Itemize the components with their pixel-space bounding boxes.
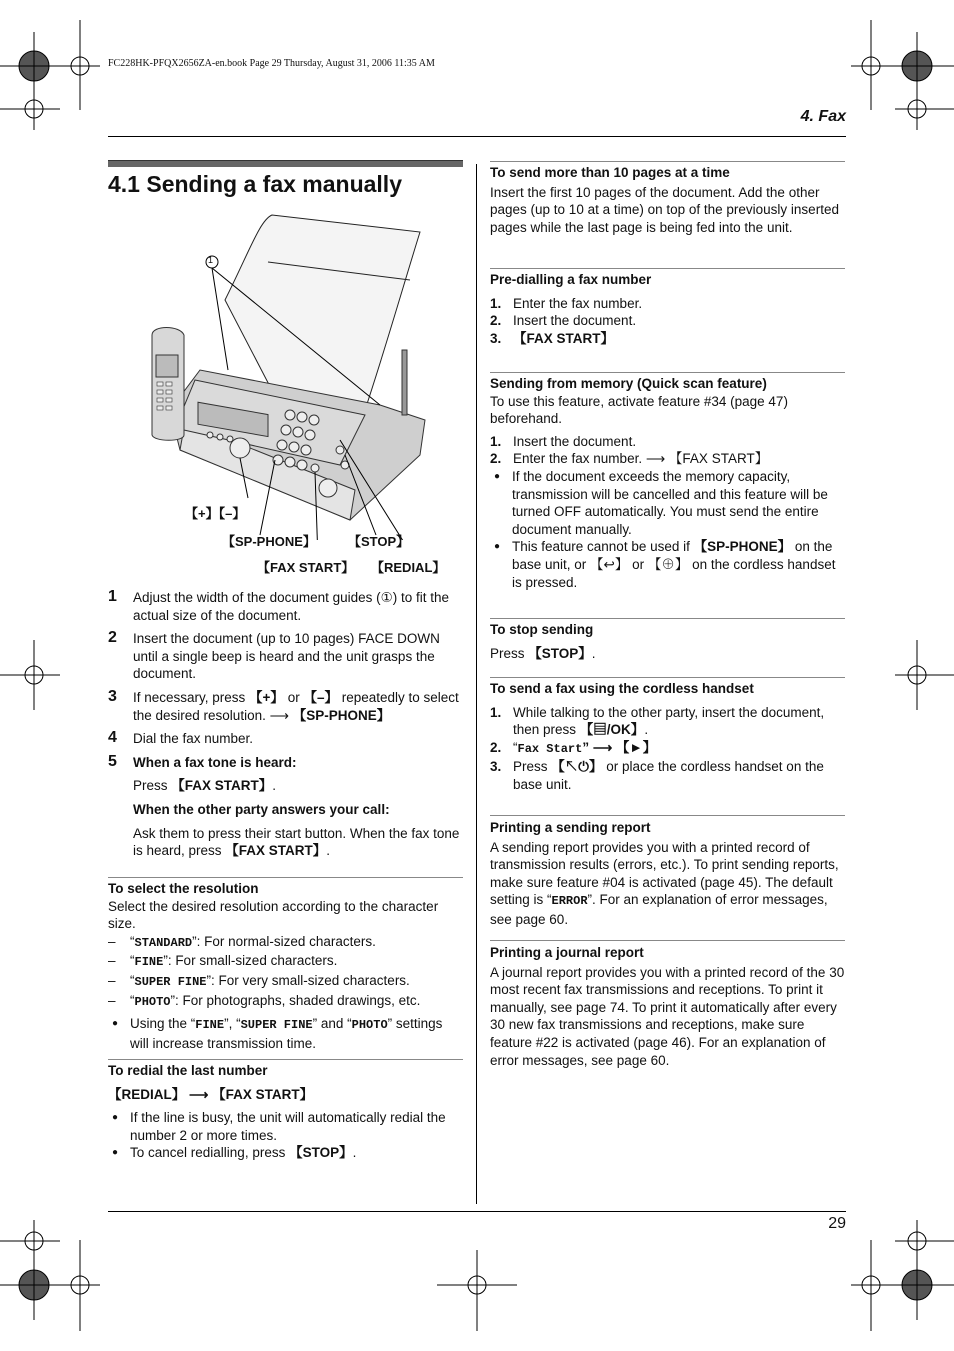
page-title: 4.1 Sending a fax manually [108, 171, 402, 197]
redial-keys: 【REDIAL】 ⟶ 【FAX START】 [108, 1086, 314, 1102]
plus-minus-label: 【+】【–】 [185, 506, 246, 521]
column-divider [476, 164, 477, 1204]
bullet-icon: ● [494, 470, 501, 482]
off-key: 【↖⏻】 [551, 759, 603, 775]
bullet-text: This feature cannot be used if [512, 539, 694, 555]
stop-key: 【STOP】 [528, 645, 592, 661]
resolution-intro: Select the desired resolution according to the character size. [108, 898, 439, 932]
item-number: 2. [490, 451, 502, 467]
display-code: PHOTO [351, 1018, 388, 1033]
text: ”. For an explanation of error messages, see page 60. [490, 892, 828, 927]
list-item [490, 704, 846, 739]
display-code: PHOTO [134, 994, 171, 1009]
item-text: While talking to the other party, insert the document, then press [513, 704, 825, 738]
divider [490, 677, 845, 678]
step-subheading: When the other party answers your call: [133, 801, 390, 817]
resolution-item [108, 952, 464, 972]
step-text: or [283, 689, 304, 705]
header-rule [108, 136, 846, 137]
more-pages-section [490, 164, 846, 236]
page-number: 29 [828, 1215, 846, 1232]
memory-intro: To use this feature, activate feature #34 (page 47) beforehand. [490, 393, 788, 427]
step-text: If necessary, press [133, 689, 250, 705]
quote: “ [513, 739, 518, 755]
display-code: SUPER FINE [134, 974, 207, 989]
redial-heading: To redial the last number [108, 1063, 268, 1078]
divider [108, 1059, 463, 1060]
punct: . [352, 1145, 357, 1161]
display-code: FINE [195, 1018, 225, 1033]
fax-start-key: 【FAX START】 [225, 843, 327, 859]
quote: “ [130, 953, 135, 969]
display-code: SUPER FINE [240, 1018, 313, 1033]
item-text: or place the cordless handset on the base unit. [513, 759, 824, 792]
memory-bullet [490, 538, 846, 591]
step-number: 1 [108, 588, 117, 605]
quote: ” [163, 953, 168, 969]
stop-key: 【STOP】 [289, 1145, 353, 1161]
list-item [490, 295, 846, 313]
step-number: 4 [108, 729, 117, 747]
divider [490, 618, 845, 619]
step-text: Insert the document (up to 10 pages) FACE DOWN until a single beep is heard and the unit grasps the document. [133, 631, 440, 682]
step-1 [108, 589, 464, 624]
more-pages-text: Insert the first 10 pages of the document. Add the other pages (up to 10 at a time) on top of the previously inserted pages while the last page is being fed into the unit. [490, 184, 839, 235]
note-text: ” and “ [312, 1016, 352, 1032]
list-item [490, 312, 846, 330]
item-text: Enter the fax number. ⟶ 【FAX START】 [513, 451, 769, 467]
sp-phone-label: 【SP-PHONE】 [222, 534, 316, 549]
item-text: Insert the document. [513, 433, 637, 449]
bullet-text: To cancel redialling, press [130, 1145, 290, 1161]
menu-ok-key: 【▤/OK】 [579, 722, 645, 738]
punct: . [272, 778, 277, 794]
journal-section [490, 944, 846, 1069]
quote: ” [192, 933, 197, 949]
arrow-icon: ⟶ [269, 707, 289, 723]
stop-section [490, 621, 846, 662]
step-number: 2 [108, 629, 117, 647]
stop-text [490, 645, 846, 663]
display-code: STANDARD [134, 935, 193, 950]
fax-start-label: 【FAX START】 [257, 560, 355, 575]
sending-report-text [490, 839, 846, 929]
punct: . [591, 645, 596, 661]
item-number: 1. [490, 433, 502, 449]
callout-1-label: 1 [208, 255, 214, 265]
item-text: ” ⟶ 【►】 [582, 739, 657, 755]
resolution-item [108, 972, 464, 992]
item-text: Insert the document. [513, 313, 637, 329]
file-info-line: FC228HK-PFQX2656ZA-en.book Page 29 Thursday, August 31, 2006 11:35 AM [108, 58, 435, 69]
handset-heading: To send a fax using the cordless handset [490, 681, 754, 696]
bullet-icon: ● [494, 541, 501, 553]
divider [490, 815, 845, 816]
divider [490, 161, 845, 162]
quote: “ [130, 972, 135, 988]
fax-machine-illustration [140, 210, 440, 540]
more-pages-heading: To send more than 10 pages at a time [490, 165, 730, 180]
redial-section [108, 1062, 464, 1162]
item-number: 3. [490, 759, 502, 775]
left-column [108, 589, 464, 860]
bullet-icon: ● [112, 1018, 119, 1030]
memory-bullet [490, 468, 846, 538]
divider [490, 372, 845, 373]
punct: . [644, 722, 649, 738]
list-item [490, 450, 846, 468]
footer-rule [108, 1211, 846, 1212]
dash: – [108, 933, 116, 949]
sending-report-heading: Printing a sending report [490, 820, 651, 835]
step-text: Adjust the width of the document guides (①) to fit the actual size of the document. [133, 590, 450, 623]
note-text: ”, “ [224, 1016, 241, 1032]
fax-start-key: 【FAX START】 [171, 778, 273, 794]
step-text: repeatedly to select the desired resolution. [133, 689, 459, 723]
resolution-item [108, 933, 464, 953]
list-item [490, 739, 846, 759]
memory-section [490, 375, 846, 591]
item-text: Enter the fax number. [513, 295, 643, 311]
predial-heading: Pre-dialling a fax number [490, 272, 652, 287]
item-desc: : For very small-sized characters. [211, 972, 410, 988]
quote: “ [130, 992, 135, 1008]
dash: – [108, 972, 116, 988]
divider [108, 877, 463, 878]
bullet-text: If the line is busy, the unit will automatically redial the number 2 or more times. [130, 1110, 446, 1143]
dash: – [108, 992, 116, 1008]
item-desc: : For small-sized characters. [167, 953, 338, 969]
redial-bullet [108, 1109, 464, 1144]
title-bar [108, 160, 463, 167]
list-item [490, 758, 846, 793]
bullet-text: If the document exceeds the memory capacity, transmission will be cancelled and this feature will be turned OFF automatically. You must send the entire document manually. [512, 468, 828, 537]
sending-report-section [490, 819, 846, 929]
item-desc: : For photographs, shaded drawings, etc. [175, 992, 421, 1008]
step-text: Ask them to press their start button. When the fax tone is heard, press [133, 825, 460, 859]
resolution-heading: To select the resolution [108, 881, 259, 896]
note-text: Using the “ [130, 1016, 196, 1032]
quote: ” [206, 972, 212, 988]
quote: ” [170, 992, 176, 1008]
stop-label: 【STOP】 [348, 534, 410, 549]
step-4 [108, 730, 464, 748]
sp-phone-key: 【SP-PHONE】 [288, 707, 391, 723]
note-text: ” settings will increase transmission time. [130, 1016, 443, 1051]
memory-heading: Sending from memory (Quick scan feature) [490, 376, 767, 391]
item-number: 2. [490, 313, 502, 329]
quote: “ [130, 933, 135, 949]
divider [490, 268, 845, 269]
step-3 [108, 689, 464, 724]
display-code: FINE [134, 955, 164, 970]
dash: – [108, 953, 116, 969]
item-number: 1. [490, 295, 502, 311]
item-text: 【FAX START】 [513, 330, 614, 346]
bullet-icon: ● [112, 1147, 119, 1159]
text: A sending report provides you with a printed record of transmission results (errors, etc.). To print sending reports, make sure feature #04 is activated (page 45). The default setting is “ [490, 839, 839, 908]
step-5 [108, 754, 464, 860]
step-number: 3 [108, 687, 117, 705]
resolution-item [108, 992, 464, 1012]
item-number: 2. [490, 739, 502, 755]
predial-section [490, 271, 846, 347]
punct: . [326, 843, 331, 859]
item-number: 3. [490, 330, 502, 346]
display-code: Fax Start [517, 741, 583, 756]
resolution-note [108, 1015, 464, 1052]
section-title: 4. Fax [800, 108, 846, 125]
step-heading: When a fax tone is heard: [133, 754, 297, 770]
journal-text: A journal report provides you with a printed record of the 30 most recent fax transmissions and receptions. To print it manually, see page 74. To print it automatically after every 30 new fax transmissions and receptions, make sure feature #22 is activated (page 46). For an explanation of error messages, see page 60. [490, 964, 845, 1068]
step-number: 5 [108, 752, 117, 770]
stop-heading: To stop sending [490, 622, 594, 637]
sp-phone-key: 【SP-PHONE】 [693, 539, 792, 555]
item-text: Press [513, 759, 552, 775]
redial-bullet [108, 1144, 464, 1162]
list-item [490, 330, 846, 348]
handset-section [490, 680, 846, 794]
bullet-icon: ● [112, 1112, 119, 1124]
display-code: ERROR [551, 894, 588, 909]
step-text: Press [133, 778, 172, 794]
step-text: Dial the fax number. [133, 731, 254, 747]
divider [490, 940, 845, 941]
bullet-text: on the base unit, or 【↩】 or 【⊕】 on the cordless handset is pressed. [512, 539, 836, 590]
list-item [490, 433, 846, 451]
resolution-section [108, 880, 464, 1052]
minus-key: 【–】 [303, 689, 338, 705]
redial-label: 【REDIAL】 [371, 560, 446, 575]
journal-heading: Printing a journal report [490, 945, 644, 960]
item-desc: : For normal-sized characters. [196, 933, 376, 949]
text: Press [490, 645, 529, 661]
plus-key: 【+】 [249, 689, 284, 705]
item-number: 1. [490, 704, 502, 720]
step-2 [108, 630, 464, 683]
